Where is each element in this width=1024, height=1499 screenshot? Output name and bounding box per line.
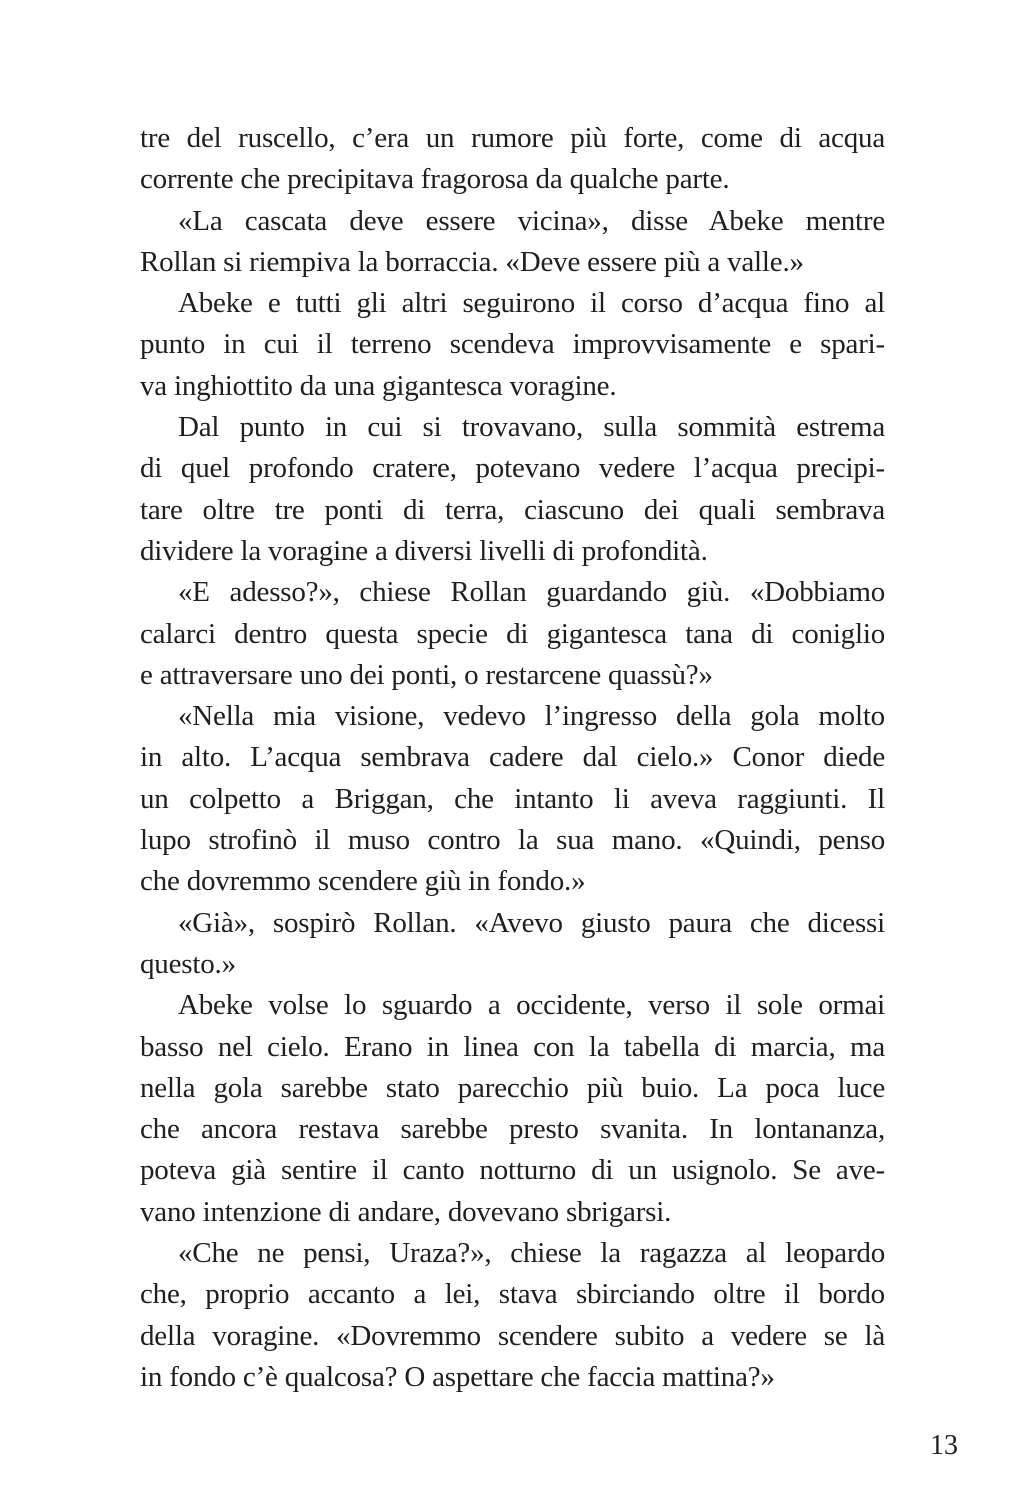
text-line: «Nella mia visione, vedevo l’ingresso della gola molto [178, 700, 885, 733]
text-line: Rollan si riempiva la borraccia. «Deve essere più a valle.» [140, 245, 804, 278]
text-line: di quel profondo cratere, potevano vedere l’acqua precipi- [140, 452, 885, 485]
text-line: nella gola sarebbe stato parecchio più buio. La poca luce [140, 1071, 885, 1104]
page-number: 13 [930, 1430, 958, 1461]
text-line: «Già», sospirò Rollan. «Avevo giusto paura che dicessi [178, 906, 885, 939]
paragraph [140, 1233, 885, 1398]
paragraph [140, 283, 885, 407]
text-line: «La cascata deve essere vicina», disse Abeke mentre [178, 204, 885, 237]
paragraph [140, 696, 885, 902]
text-line: Abeke e tutti gli altri seguirono il corso d’acqua fino al [178, 287, 885, 320]
text-line: poteva già sentire il canto notturno di un usignolo. Se ave- [140, 1154, 885, 1187]
paragraph [140, 903, 885, 986]
text-line: punto in cui il terreno scendeva improvvisamente e spari- [140, 328, 885, 361]
text-line: «E adesso?», chiese Rollan guardando giù. «Dobbiamo [178, 576, 885, 609]
text-line: calarci dentro questa specie di gigantesca tana di coniglio [140, 617, 885, 650]
text-line: e attraversare uno dei ponti, o restarcene quassù?» [140, 658, 713, 691]
text-line: in fondo c’è qualcosa? O aspettare che faccia mattina?» [140, 1360, 775, 1393]
text-line: un colpetto a Briggan, che intanto li aveva raggiunti. Il [140, 782, 885, 815]
paragraph [140, 118, 885, 201]
body-text [140, 118, 885, 1398]
text-line: in alto. L’acqua sembrava cadere dal cielo.» Conor diede [140, 741, 885, 774]
text-line: Dal punto in cui si trovavano, sulla sommità estrema [178, 411, 885, 444]
paragraph [140, 572, 885, 696]
text-line: che, proprio accanto a lei, stava sbirciando oltre il bordo [140, 1278, 885, 1311]
text-line: questo.» [140, 947, 236, 980]
text-line: «Che ne pensi, Uraza?», chiese la ragazza al leopardo [178, 1237, 885, 1270]
paragraph [140, 985, 885, 1233]
text-line: tre del ruscello, c’era un rumore più forte, come di acqua [140, 122, 885, 154]
text-line: vano intenzione di andare, dovevano sbrigarsi. [140, 1195, 672, 1228]
text-line: dividere la voragine a diversi livelli di profondità. [140, 534, 708, 567]
text-line: che dovremmo scendere giù in fondo.» [140, 865, 586, 898]
text-line: Abeke volse lo sguardo a occidente, verso il sole ormai [178, 989, 885, 1022]
paragraph [140, 201, 885, 284]
text-line: va inghiottito da una gigantesca voragine. [140, 369, 617, 402]
text-line: tare oltre tre ponti di terra, ciascuno dei quali sembrava [140, 493, 885, 526]
paragraph [140, 407, 885, 572]
text-line: della voragine. «Dovremmo scendere subito a vedere se là [140, 1319, 885, 1352]
text-line: lupo strofinò il muso contro la sua mano. «Quindi, penso [140, 824, 885, 857]
text-line: basso nel cielo. Erano in linea con la tabella di marcia, ma [140, 1030, 885, 1063]
text-line: che ancora restava sarebbe presto svanita. In lontananza, [140, 1113, 885, 1146]
text-line: corrente che precipitava fragorosa da qualche parte. [140, 163, 730, 196]
